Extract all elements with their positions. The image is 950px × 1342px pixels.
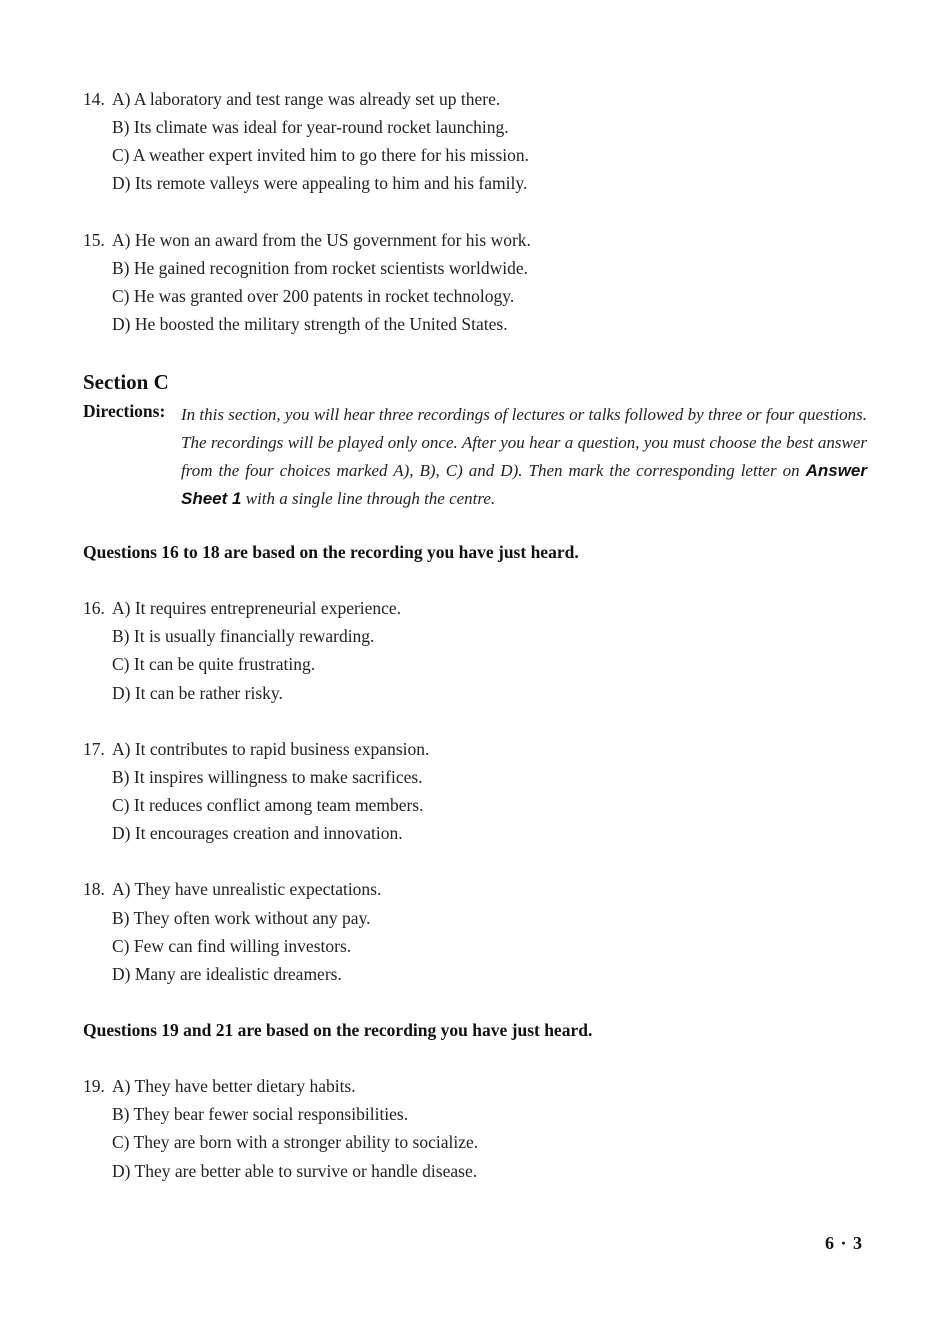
option-c: C) It can be quite frustrating. [112,654,316,674]
option-a: A) He won an award from the US government for his work. [112,230,531,250]
option-c: C) He was granted over 200 patents in rocket technology. [112,286,515,306]
question-number: 17. [83,739,105,759]
option-a: A) A laboratory and test range was already set up there. [112,89,501,109]
directions-part1: In this section, you will hear three recordings of lectures or talks followed by three or four questions. The recordings will be played only once. After you hear a question, you must choose the best answer from the four choices marked A), B), C) and D). Then mark the corresponding letter on [181,405,867,480]
option-b: B) It inspires willingness to make sacrifices. [112,767,423,787]
option-d: D) It encourages creation and innovation. [112,823,403,843]
option-a: A) It contributes to rapid business expansion. [112,739,430,759]
questions-16-18-heading: Questions 16 to 18 are based on the recording you have just heard. [83,542,579,562]
question-number: 16. [83,598,105,618]
question-number: 15. [83,230,105,250]
directions-label: Directions: [83,401,166,421]
option-d: D) They are better able to survive or handle disease. [112,1161,478,1181]
option-c: C) A weather expert invited him to go there for his mission. [112,145,530,165]
option-a: A) They have unrealistic expectations. [112,879,382,899]
option-b: B) It is usually financially rewarding. [112,626,375,646]
option-d: D) He boosted the military strength of the United States. [112,314,508,334]
question-number: 19. [83,1076,105,1096]
option-a: A) It requires entrepreneurial experience. [112,598,402,618]
option-d: D) It can be rather risky. [112,683,283,703]
option-d: D) Its remote valleys were appealing to him and his family. [112,173,528,193]
question-number: 14. [83,89,105,109]
section-title: Section C [83,370,169,394]
option-b: B) They bear fewer social responsibilities. [112,1104,409,1124]
option-b: B) Its climate was ideal for year-round rocket launching. [112,117,509,137]
option-c: C) They are born with a stronger ability to socialize. [112,1132,479,1152]
option-b: B) He gained recognition from rocket scientists worldwide. [112,258,529,278]
option-b: B) They often work without any pay. [112,908,371,928]
option-a: A) They have better dietary habits. [112,1076,356,1096]
questions-19-21-heading: Questions 19 and 21 are based on the recording you have just heard. [83,1020,593,1040]
question-number: 18. [83,879,105,899]
option-c: C) It reduces conflict among team members. [112,795,424,815]
answer-sheet-label: Answer Sheet 1 [181,461,867,508]
option-d: D) Many are idealistic dreamers. [112,964,342,984]
page-number: 6 · 3 [824,1233,863,1253]
directions-text [181,401,867,513]
option-c: C) Few can find willing investors. [112,936,352,956]
directions-part2: with a single line through the centre. [241,489,496,508]
